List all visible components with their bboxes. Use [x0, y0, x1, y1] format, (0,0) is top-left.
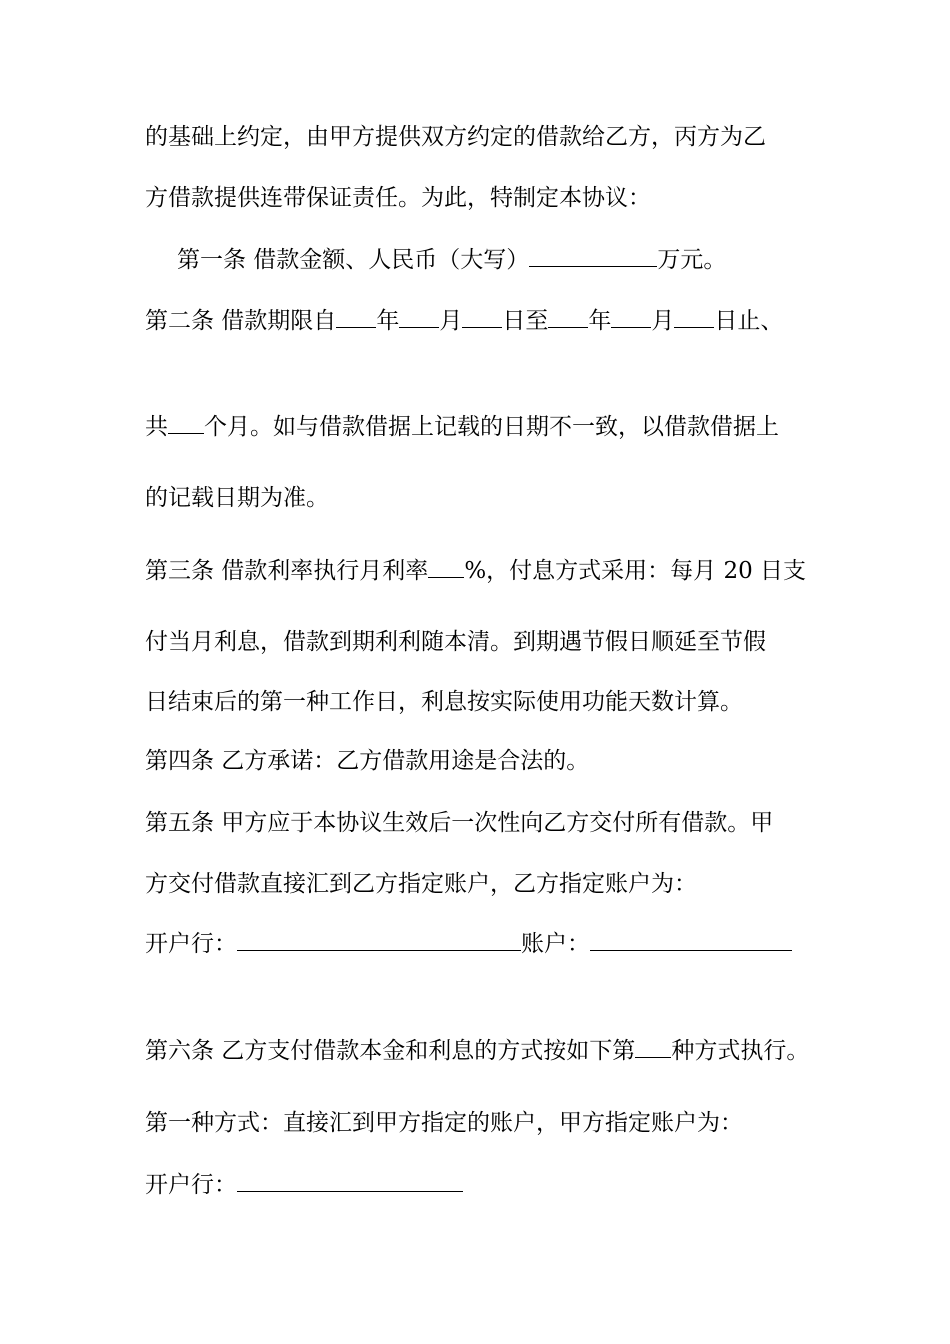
paragraph-line: 的基础上约定，由甲方提供双方约定的借款给乙方，丙方为乙	[145, 124, 766, 150]
paragraph-line: 付当月利息，借款到期利利随本清。到期遇节假日顺延至节假	[145, 629, 766, 655]
article-3-text: 第三条 借款利率执行月利率	[145, 558, 429, 584]
article-2-text: 第二条 借款期限自	[145, 308, 337, 334]
day-to-label: 日至	[502, 308, 549, 334]
start-day-blank	[462, 304, 502, 328]
method-1: 第一种方式：直接汇到甲方指定的账户，甲方指定账户为：	[145, 1110, 743, 1136]
paragraph-line	[145, 410, 779, 442]
paragraph-line: 日结束后的第一种工作日，利息按实际使用功能天数计算。	[145, 689, 743, 715]
start-month-blank	[399, 304, 439, 328]
rate-blank	[428, 554, 464, 578]
article-6-suffix: 种方式执行。	[671, 1038, 810, 1064]
article-2	[145, 304, 783, 336]
rate-text: %，付息方式采用：每月 20 日支	[464, 558, 807, 584]
start-year-blank	[336, 304, 376, 328]
article-4: 第四条 乙方承诺：乙方借款用途是合法的。	[145, 748, 590, 774]
bank-label: 开户行：	[145, 931, 237, 957]
article-1-text: 第一条 借款金额、人民币（大写）	[177, 247, 530, 273]
bank-label: 开户行：	[145, 1172, 237, 1198]
account-label: 账户：	[521, 931, 590, 957]
bank-line-2	[145, 1168, 463, 1200]
paragraph-line: 的记载日期为准。	[145, 485, 329, 511]
months-blank	[168, 410, 204, 434]
account-blank	[590, 927, 792, 951]
paragraph-line: 方交付借款直接汇到乙方指定账户，乙方指定账户为：	[145, 871, 697, 897]
amount-unit: 万元。	[657, 247, 727, 273]
month-label: 月	[651, 308, 675, 334]
bank-blank	[237, 927, 521, 951]
day-end-label: 日止、	[714, 308, 784, 334]
end-year-blank	[548, 304, 588, 328]
amount-blank	[529, 243, 657, 267]
article-3	[145, 554, 806, 586]
article-6-text: 第六条 乙方支付借款本金和利息的方式按如下第	[145, 1038, 636, 1064]
bank-blank-2	[237, 1168, 463, 1192]
method-blank	[635, 1034, 671, 1058]
article-5: 第五条 甲方应于本协议生效后一次性向乙方交付所有借款。甲	[145, 810, 774, 836]
end-day-blank	[674, 304, 714, 328]
article-6	[145, 1034, 809, 1066]
year-label: 年	[376, 308, 400, 334]
year-label: 年	[588, 308, 612, 334]
paragraph-line: 方借款提供连带保证责任。为此，特制定本协议：	[145, 185, 651, 211]
end-month-blank	[611, 304, 651, 328]
months-text: 个月。如与借款借据上记载的日期不一致，以借款借据上	[204, 414, 779, 440]
total-label: 共	[145, 414, 168, 440]
bank-account-line	[145, 927, 792, 959]
article-1	[177, 243, 726, 275]
month-label: 月	[439, 308, 463, 334]
